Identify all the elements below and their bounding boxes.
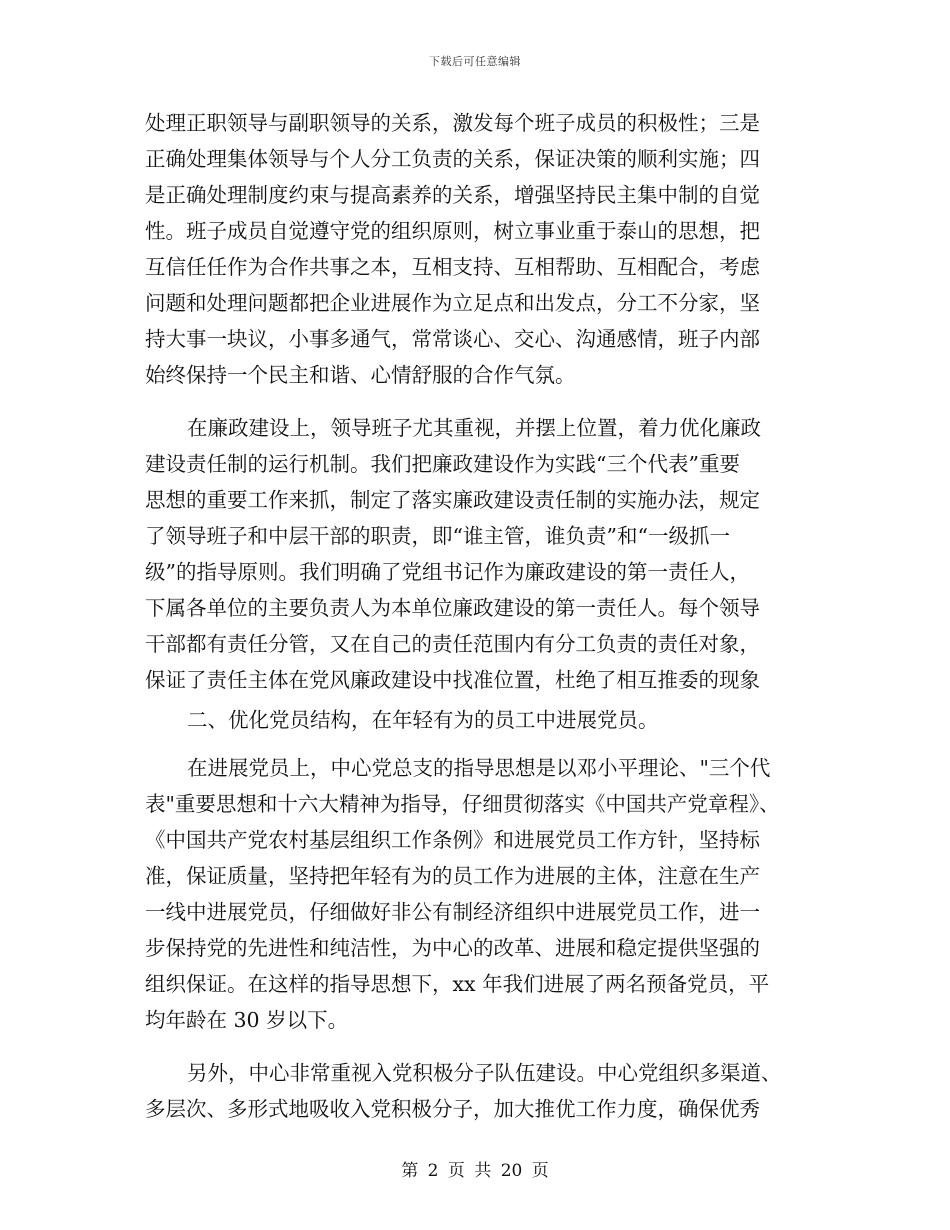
paragraph-line: 保证了责任主体在党风廉政建设中找准位置，杜绝了相互推委的现象 [145, 668, 760, 692]
section-heading: 二、优化党员结构，在年轻有为的员工中进展党员。 [187, 708, 659, 732]
paragraph-line: 思想的重要工作来抓，制定了落实廉政建设责任制的实施办法，规定 [145, 488, 760, 512]
page-number: 第 2 页 共 20 页 [401, 1161, 549, 1181]
paragraph-line: 一线中进展党员，仔细做好非公有制经济组织中进展党员工作，进一 [145, 900, 760, 924]
paragraph-line: 始终保持一个民主和谐、心情舒服的合作气氛。 [145, 363, 576, 387]
paragraph-line: 互信任任作为合作共事之本，互相支持、互相帮助、互相配合，考虑 [145, 255, 760, 279]
paragraph-line: 准，保证质量，坚持把年轻有为的员工作为进展的主体，注意在生产 [145, 864, 760, 888]
paragraph-line: 建设责任制的运行机制。我们把廉政建设作为实践“三个代表”重要 [145, 452, 740, 476]
paragraph-line: 问题和处理问题都把企业进展作为立足点和出发点，分工不分家，坚 [145, 291, 760, 315]
paragraph-line: 组织保证。在这样的指导思想下，xx 年我们进展了两名预备党员，平 [145, 972, 770, 996]
paragraph-line: 表"重要思想和十六大精神为指导，仔细贯彻落实《中国共产党章程》、 [145, 792, 780, 816]
paragraph-line: 干部都有责任分管，又在自己的责任范围内有分工负责的责任对象， [145, 632, 760, 656]
paragraph-line: 步保持党的先进性和纯洁性，为中心的改革、进展和稳定提供坚强的 [145, 936, 760, 960]
paragraph-line: 持大事一块议，小事多通气，常常谈心、交心、沟通感情，班子内部 [145, 327, 760, 351]
paragraph-line: 性。班子成员自觉遵守党的组织原则，树立事业重于泰山的思想，把 [145, 219, 760, 243]
paragraph-line: 正确处理集体领导与个人分工负责的关系，保证决策的顺利实施；四 [145, 147, 760, 171]
paragraph-line: 处理正职领导与副职领导的关系，激发每个班子成员的积极性；三是 [145, 111, 760, 135]
paragraph-line: 均年龄在 30 岁以下。 [145, 1008, 349, 1032]
paragraph-line: 级”的指导原则。我们明确了党组书记作为廉政建设的第一责任人， [145, 560, 750, 584]
paragraph-line: 是正确处理制度约束与提高素养的关系，增强坚持民主集中制的自觉 [145, 183, 760, 207]
paragraph-line: 在廉政建设上，领导班子尤其重视，并摆上位置，着力优化廉政 [187, 416, 761, 440]
paragraph-line: 在进展党员上，中心党总支的指导思想是以邓小平理论、"三个代 [187, 756, 771, 780]
paragraph-line: 了领导班子和中层干部的职责，即“谁主管，谁负责”和“一级抓一 [145, 524, 730, 548]
paragraph-line: 下属各单位的主要负责人为本单位廉政建设的第一责任人。每个领导 [145, 596, 760, 620]
paragraph-line: 《中国共产党农村基层组织工作条例》和进展党员工作方针，坚持标 [145, 828, 760, 852]
page-header: 下载后可任意编辑 [429, 55, 521, 68]
paragraph-line: 另外，中心非常重视入党积极分子队伍建设。中心党组织多渠道、 [187, 1061, 782, 1085]
paragraph-line: 多层次、多形式地吸收入党积极分子，加大推优工作力度，确保优秀 [145, 1097, 760, 1121]
